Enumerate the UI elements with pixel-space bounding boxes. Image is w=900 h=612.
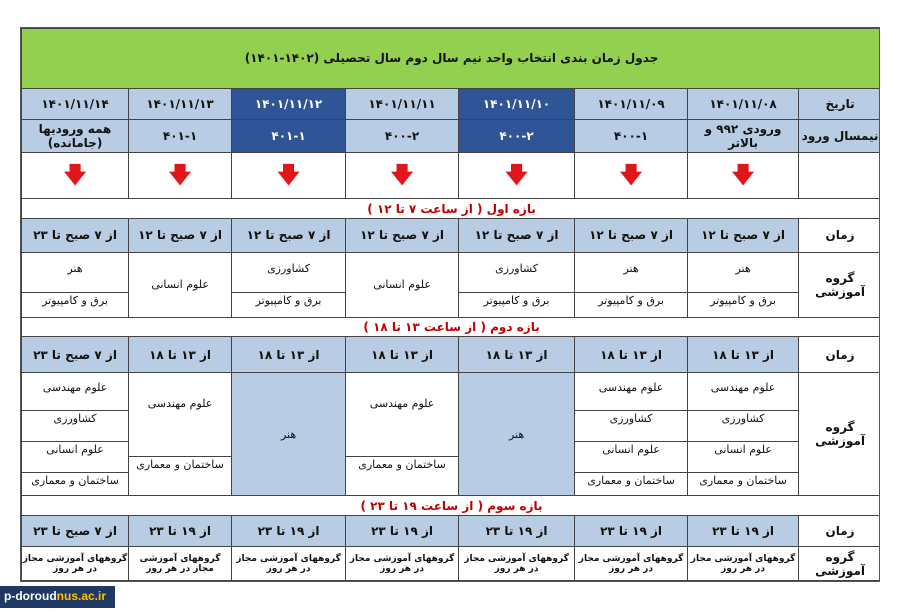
group-list [459, 253, 574, 317]
semester-cell: ۴۰۰-۱ [575, 119, 688, 152]
group-item: علوم مهندسی [598, 381, 664, 395]
watermark-suffix: nus.ac.ir [56, 589, 107, 603]
group-list [129, 253, 231, 317]
time-cell: از ۷ صبح تا ۲۳ [22, 516, 129, 547]
time-cell: از ۱۹ تا ۲۳ [346, 516, 459, 547]
group-cell [346, 372, 459, 495]
group-item: کشاورزی [22, 410, 128, 426]
group-item: علوم انسانی [151, 278, 209, 292]
label-time: زمان [799, 219, 880, 252]
group-cell [232, 252, 346, 317]
group-cell: گروههای آموزشی مجاز در هر روز [232, 547, 346, 581]
down-arrow-icon: 🡇 [277, 162, 300, 188]
time-cell: از ۷ صبح تا ۱۲ [575, 219, 688, 252]
group-item: هنر [67, 261, 83, 275]
date-cell: ۱۴۰۱/۱۱/۰۸ [688, 88, 799, 119]
group-cell [575, 252, 688, 317]
down-arrow-icon: 🡇 [168, 162, 192, 188]
group-item: هنر [280, 427, 297, 441]
group-item: علوم انسانی [373, 278, 431, 292]
group-item: کشاورزی [495, 261, 539, 275]
arrow-cell [688, 153, 799, 199]
date-cell: ۱۴۰۱/۱۱/۱۰ [459, 88, 575, 119]
time-cell: از ۷ صبح تا ۱۲ [688, 219, 799, 252]
group-list [232, 373, 345, 495]
arrow-cell [459, 153, 575, 199]
semester-cell: ۴۰۱-۱ [129, 119, 232, 152]
group-cell [575, 372, 688, 495]
group-cell [22, 372, 129, 495]
group-item: برق و کامپیوتر [459, 292, 574, 308]
group-cell: گروههای آموزشی مجاز در هر روز [459, 547, 575, 581]
time-cell: از ۱۳ تا ۱۸ [129, 337, 232, 373]
group-list [129, 373, 231, 495]
semester-cell: ۴۰۰-۲ [346, 119, 459, 152]
group-item: ساختمان و معماری [129, 456, 231, 472]
table-title: جدول زمان بندی انتخاب واحد نیم سال دوم سال تحصیلی (۱۴۰۲-۱۴۰۱) [22, 29, 881, 89]
arrow-cell [129, 153, 232, 199]
group-item: برق و کامپیوتر [22, 292, 128, 308]
group-cell [129, 252, 232, 317]
time-cell: از ۱۹ تا ۲۳ [232, 516, 346, 547]
label-group: گروه آموزشی [799, 252, 880, 317]
site-watermark [0, 586, 115, 608]
group-cell [459, 372, 575, 495]
schedule-table [21, 28, 880, 581]
period-heading: بازه دوم ( از ساعت ۱۳ تا ۱۸ ) [22, 317, 881, 337]
time-cell: از ۷ صبح تا ۱۲ [346, 219, 459, 252]
down-arrow-icon: 🡇 [731, 162, 755, 188]
period-heading: بازه سوم ( از ساعت ۱۹ تا ۲۳ ) [22, 496, 881, 516]
time-cell: از ۱۹ تا ۲۳ [459, 516, 575, 547]
time-cell: از ۷ صبح تا ۲۳ [22, 219, 129, 252]
label-date: تاریخ [799, 88, 880, 119]
group-cell [232, 372, 346, 495]
group-item: علوم انسانی [575, 441, 687, 457]
time-cell: از ۷ صبح تا ۲۳ [22, 337, 129, 373]
semester-cell: ورودی ۹۹۲ و بالاتر [688, 119, 799, 152]
group-item: علوم مهندسی [369, 396, 435, 410]
down-arrow-icon: 🡇 [390, 162, 414, 188]
date-cell: ۱۴۰۱/۱۱/۱۲ [232, 88, 346, 119]
group-item: برق و کامپیوتر [688, 292, 798, 308]
group-list [346, 373, 458, 495]
date-cell: ۱۴۰۱/۱۱/۱۴ [22, 88, 129, 119]
group-list [232, 253, 345, 317]
group-list [575, 373, 687, 495]
group-item: هنر [508, 427, 525, 441]
time-cell: از ۷ صبح تا ۱۲ [129, 219, 232, 252]
arrow-cell [232, 153, 346, 199]
group-cell [346, 252, 459, 317]
period-heading: بازه اول ( از ساعت ۷ تا ۱۲ ) [22, 199, 881, 219]
arrow-spacer [799, 153, 880, 199]
semester-cell: ۴۰۰-۲ [459, 119, 575, 152]
group-cell [688, 372, 799, 495]
group-item: کشاورزی [688, 410, 798, 426]
time-cell: از ۷ صبح تا ۱۲ [459, 219, 575, 252]
watermark-prefix: p-doroud [4, 589, 57, 603]
date-cell: ۱۴۰۱/۱۱/۱۳ [129, 88, 232, 119]
time-cell: از ۱۳ تا ۱۸ [688, 337, 799, 373]
group-cell: گروههای آموزشی مجاز در هر روز [346, 547, 459, 581]
time-cell: از ۱۳ تا ۱۸ [232, 337, 346, 373]
group-item: علوم انسانی [22, 441, 128, 457]
label-time: زمان [799, 516, 880, 547]
label-group: گروه آموزشی [799, 372, 880, 495]
group-list [346, 253, 458, 317]
group-item: ساختمان و معماری [688, 472, 798, 488]
date-cell: ۱۴۰۱/۱۱/۱۱ [346, 88, 459, 119]
time-cell: از ۱۳ تا ۱۸ [575, 337, 688, 373]
group-list [688, 253, 798, 317]
group-cell: گروههای آموزشی مجاز در هر روز [22, 547, 129, 581]
time-cell: از ۱۹ تا ۲۳ [129, 516, 232, 547]
time-cell: از ۱۹ تا ۲۳ [688, 516, 799, 547]
arrow-cell [575, 153, 688, 199]
group-item: کشاورزی [267, 261, 311, 275]
group-item: برق و کامپیوتر [232, 292, 345, 308]
group-cell [129, 372, 232, 495]
group-list [575, 253, 687, 317]
down-arrow-icon: 🡇 [63, 162, 87, 188]
group-cell [22, 252, 129, 317]
group-cell [688, 252, 799, 317]
group-item: برق و کامپیوتر [575, 292, 687, 308]
time-cell: از ۱۳ تا ۱۸ [346, 337, 459, 373]
semester-cell: همه ورودیها (جامانده) [22, 119, 129, 152]
group-item: ساختمان و معماری [575, 472, 687, 488]
group-item: هنر [623, 261, 639, 275]
group-item: علوم مهندسی [147, 396, 213, 410]
down-arrow-icon: 🡇 [505, 162, 528, 188]
group-cell: گروههای آموزشی مجاز در هر روز [688, 547, 799, 581]
group-list [22, 253, 128, 317]
time-cell: از ۱۹ تا ۲۳ [575, 516, 688, 547]
group-item: علوم مهندسی [42, 381, 108, 395]
group-item: هنر [735, 261, 751, 275]
group-item: ساختمان و معماری [346, 456, 458, 472]
group-cell: گروههای آموزشی مجاز در هر روز [129, 547, 232, 581]
group-list [688, 373, 798, 495]
group-cell: گروههای آموزشی مجاز در هر روز [575, 547, 688, 581]
group-item: علوم انسانی [688, 441, 798, 457]
schedule-frame [20, 27, 880, 582]
label-time: زمان [799, 337, 880, 373]
label-semester: نیمسال ورود [799, 119, 880, 152]
group-item: کشاورزی [575, 410, 687, 426]
group-item: ساختمان و معماری [22, 472, 128, 488]
arrow-cell [346, 153, 459, 199]
time-cell: از ۱۳ تا ۱۸ [459, 337, 575, 373]
group-list [459, 373, 574, 495]
group-cell [459, 252, 575, 317]
arrow-cell [22, 153, 129, 199]
label-group: گروه آموزشی [799, 547, 880, 581]
group-item: علوم مهندسی [710, 381, 776, 395]
semester-cell: ۴۰۱-۱ [232, 119, 346, 152]
time-cell: از ۷ صبح تا ۱۲ [232, 219, 346, 252]
group-list [22, 373, 128, 495]
down-arrow-icon: 🡇 [619, 162, 643, 188]
date-cell: ۱۴۰۱/۱۱/۰۹ [575, 88, 688, 119]
